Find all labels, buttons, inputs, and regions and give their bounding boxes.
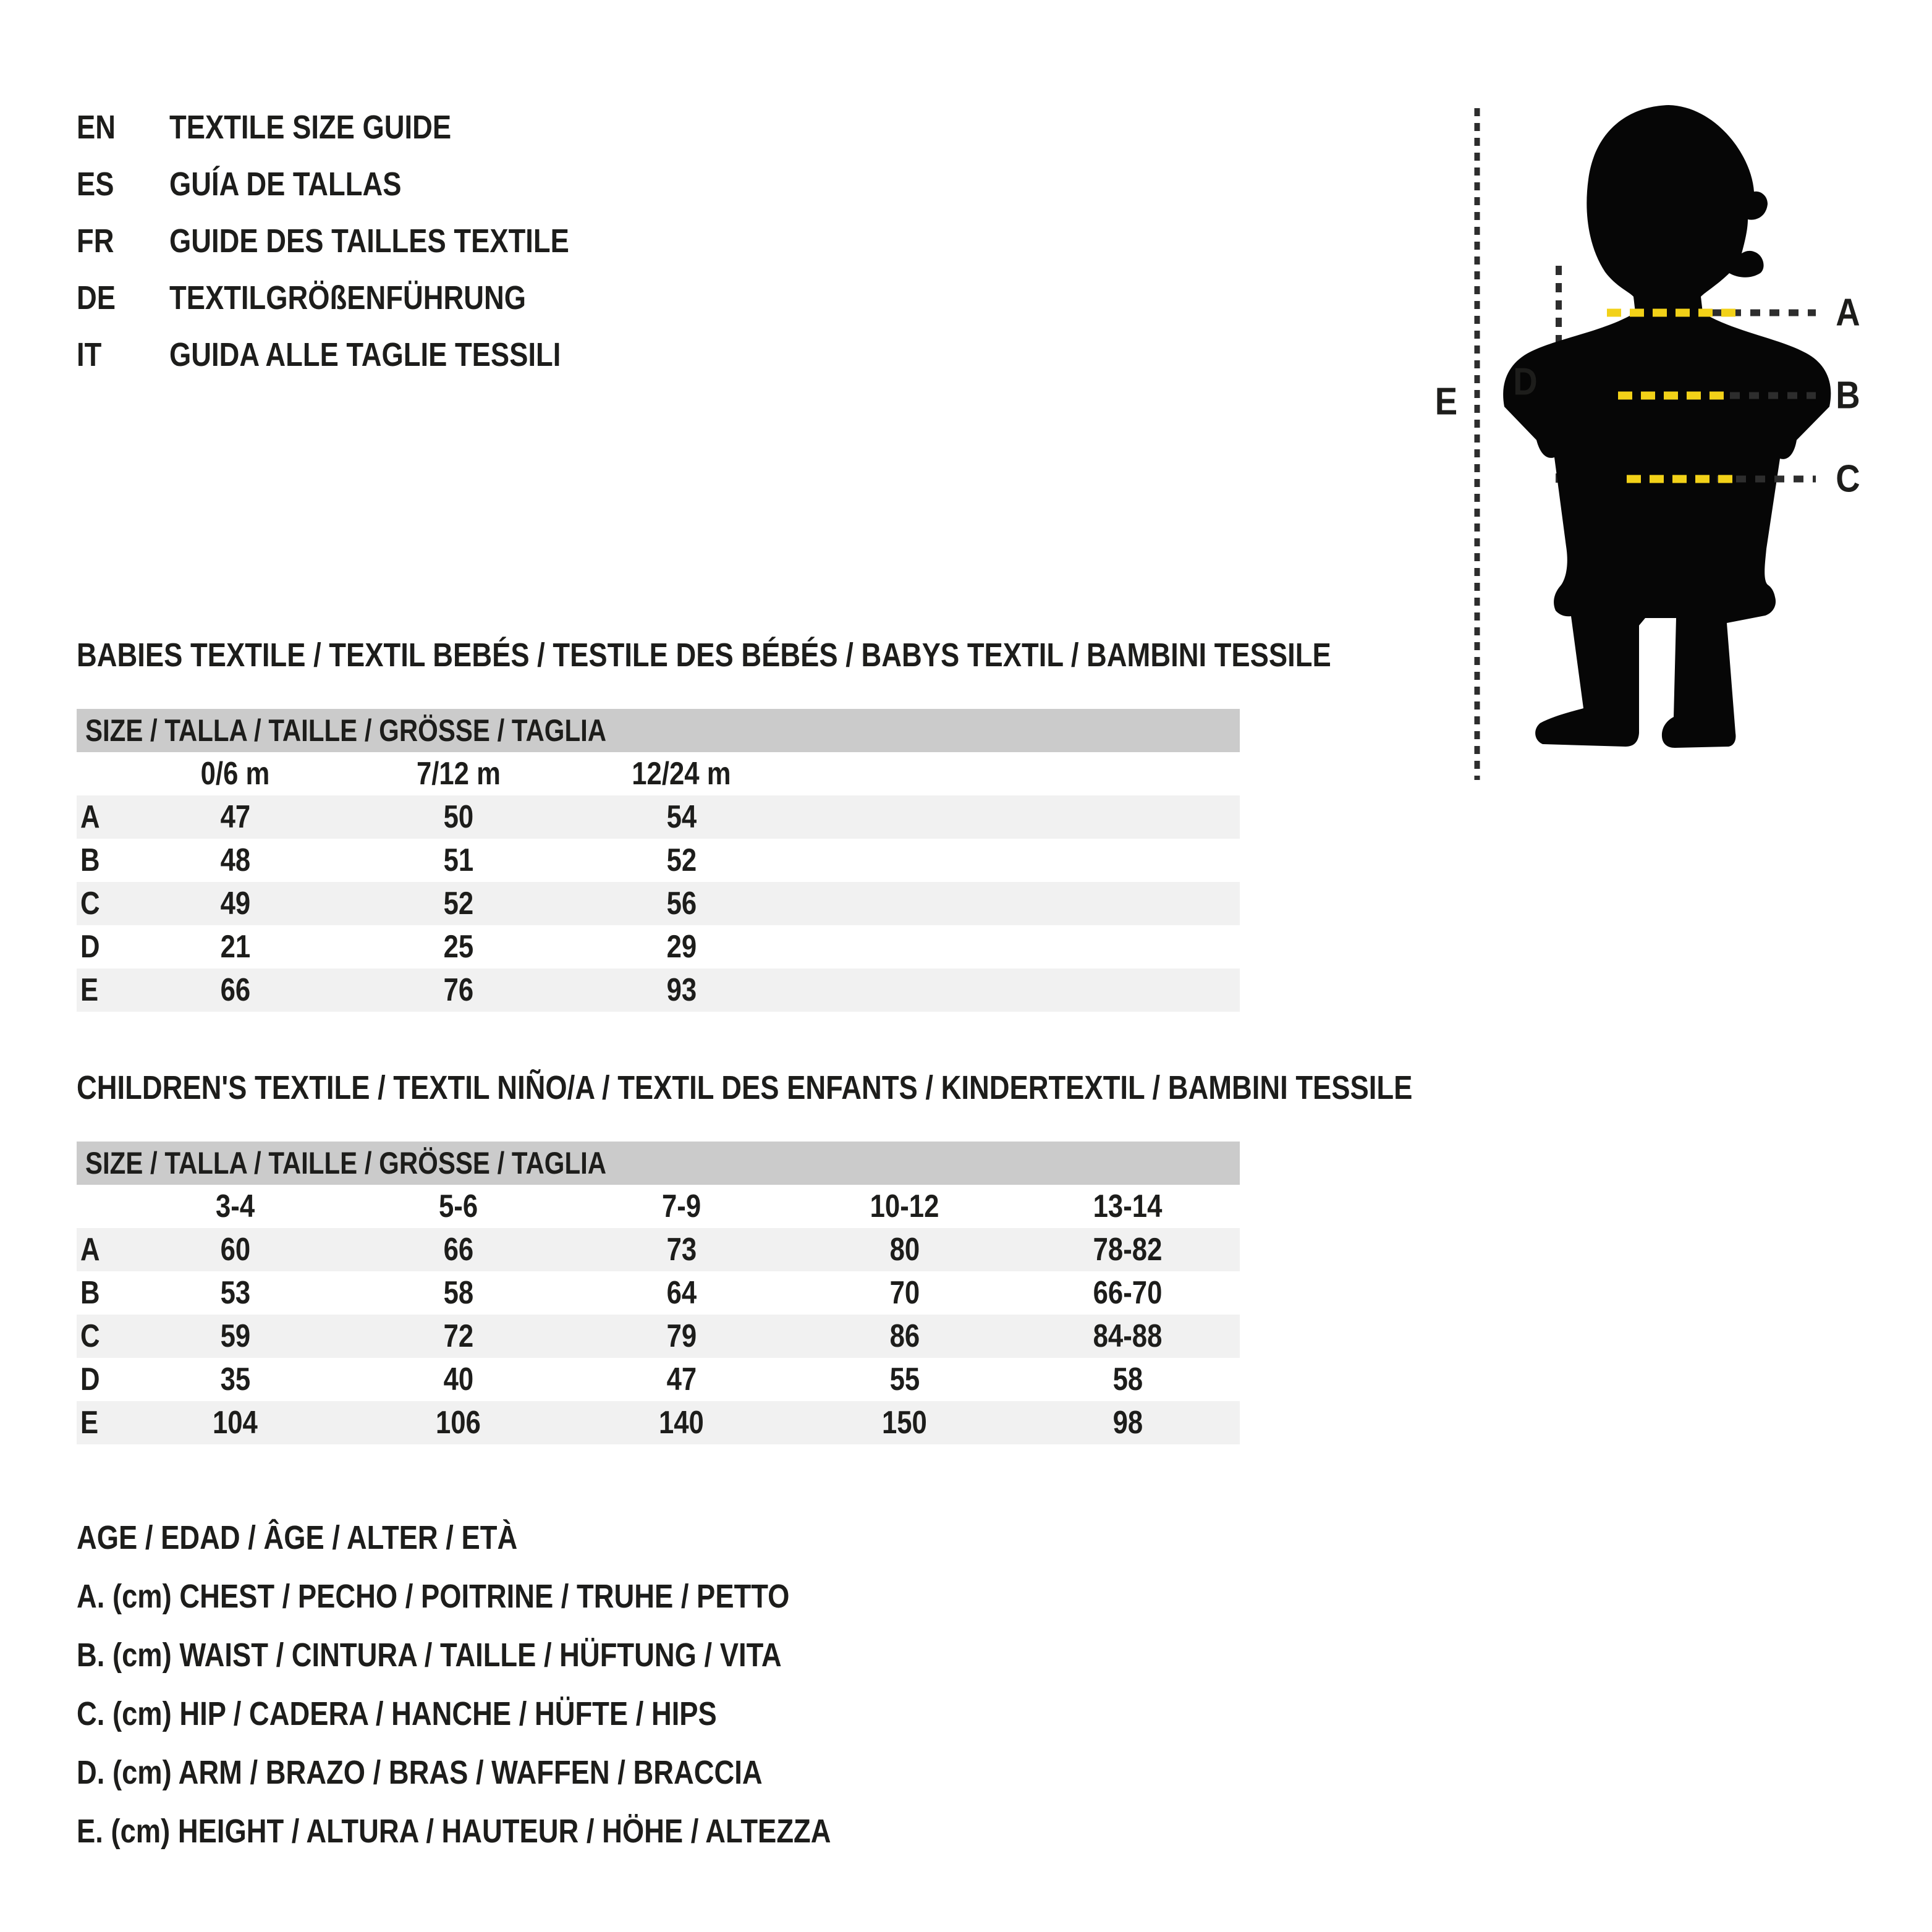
language-code: DE xyxy=(77,279,116,316)
table-row xyxy=(77,1401,1240,1444)
cell-value: 47 xyxy=(666,1362,697,1397)
cell-value: 80 xyxy=(889,1232,920,1268)
cell-value: 79 xyxy=(666,1318,697,1354)
cell-value: 21 xyxy=(220,929,250,965)
babies-column-header: 7/12 m xyxy=(416,756,501,792)
row-label: D xyxy=(80,929,100,965)
figure-label-height-e: E xyxy=(1434,380,1458,423)
babies-column-header: 0/6 m xyxy=(200,756,270,792)
language-code: EN xyxy=(77,109,116,146)
cell-value: 66 xyxy=(220,972,250,1008)
cell-value: 98 xyxy=(1112,1405,1143,1441)
children-section-title-text: CHILDREN'S TEXTILE / TEXTIL NIÑO/A / TEXTIL DES ENFANTS / KINDERTEXTIL / BAMBINI TESSILE xyxy=(77,1069,1413,1106)
language-code: ES xyxy=(77,166,114,203)
cell-value: 104 xyxy=(213,1405,258,1441)
cell-value: 47 xyxy=(220,799,250,835)
children-size-header-text: SIZE / TALLA / TAILLE / GRÖSSE / TAGLIA xyxy=(85,1146,607,1180)
cell-value: 76 xyxy=(443,972,473,1008)
cell-value: 84-88 xyxy=(1093,1318,1163,1354)
figure-label-arm-d: D xyxy=(1513,360,1538,404)
language-row-de xyxy=(77,269,645,326)
cell-value: 93 xyxy=(666,972,697,1008)
language-row-en xyxy=(77,99,645,156)
cell-value: 60 xyxy=(220,1232,250,1268)
language-title: TEXTILGRÖßENFÜHRUNG xyxy=(169,279,527,316)
cell-value: 86 xyxy=(889,1318,920,1354)
cell-value: 106 xyxy=(436,1405,481,1441)
row-label: B xyxy=(80,842,100,878)
legend-hip-c: C. (cm) HIP / CADERA / HANCHE / HÜFTE / HIPS xyxy=(77,1695,717,1732)
language-list xyxy=(77,99,645,383)
language-title: GUIDE DES TAILLES TEXTILE xyxy=(169,222,569,260)
language-title: GUIDA ALLE TAGLIE TESSILI xyxy=(169,336,561,373)
children-column-header-row xyxy=(77,1185,1240,1228)
babies-section-title xyxy=(77,638,1570,672)
language-code: FR xyxy=(77,222,114,260)
measurement-legend xyxy=(77,1508,975,1860)
language-row-fr xyxy=(77,213,645,269)
row-label: C xyxy=(80,1318,100,1354)
babies-section-title-text: BABIES TEXTILE / TEXTIL BEBÉS / TESTILE DES BÉBÉS / BABYS TEXTIL / BAMBINI TESSILE xyxy=(77,637,1331,674)
cell-value: 51 xyxy=(443,842,473,878)
row-label: B xyxy=(80,1275,100,1311)
language-title: GUÍA DE TALLAS xyxy=(169,166,402,203)
cell-value: 59 xyxy=(220,1318,250,1354)
cell-value: 64 xyxy=(666,1275,697,1311)
row-label: A xyxy=(80,799,100,835)
row-label: E xyxy=(80,972,99,1008)
cell-value: 54 xyxy=(666,799,697,835)
figure-label-chest-a: A xyxy=(1836,291,1860,334)
children-column-header: 13-14 xyxy=(1093,1188,1163,1224)
table-row xyxy=(77,1271,1240,1315)
cell-value: 58 xyxy=(1112,1362,1143,1397)
cell-value: 40 xyxy=(443,1362,473,1397)
table-row xyxy=(77,795,1240,839)
children-column-header: 3-4 xyxy=(215,1188,255,1224)
figure-label-hip-c: C xyxy=(1836,457,1860,501)
language-row-es xyxy=(77,156,645,213)
table-row xyxy=(77,925,1240,968)
table-row xyxy=(77,839,1240,882)
language-row-it xyxy=(77,326,645,383)
babies-table xyxy=(77,752,1240,1012)
figure-label-waist-b: B xyxy=(1836,374,1860,417)
children-column-header: 7-9 xyxy=(661,1188,701,1224)
language-title: TEXTILE SIZE GUIDE xyxy=(169,109,452,146)
babies-column-header: 12/24 m xyxy=(632,756,731,792)
measurement-figure xyxy=(1421,93,1891,791)
cell-value: 150 xyxy=(882,1405,927,1441)
legend-height-e: E. (cm) HEIGHT / ALTURA / HAUTEUR / HÖHE / ALTEZZA xyxy=(77,1812,831,1850)
cell-value: 49 xyxy=(220,886,250,922)
children-column-header: 10-12 xyxy=(870,1188,939,1224)
cell-value: 35 xyxy=(220,1362,250,1397)
children-section-title xyxy=(77,1070,1667,1105)
babies-size-header-bar xyxy=(77,709,1240,752)
cell-value: 73 xyxy=(666,1232,697,1268)
cell-value: 70 xyxy=(889,1275,920,1311)
children-table xyxy=(77,1185,1240,1444)
table-row xyxy=(77,1228,1240,1271)
cell-value: 66 xyxy=(443,1232,473,1268)
cell-value: 50 xyxy=(443,799,473,835)
legend-chest-a: A. (cm) CHEST / PECHO / POITRINE / TRUHE / PETTO xyxy=(77,1577,790,1615)
cell-value: 29 xyxy=(666,929,697,965)
cell-value: 55 xyxy=(889,1362,920,1397)
cell-value: 72 xyxy=(443,1318,473,1354)
language-code: IT xyxy=(77,336,102,373)
row-label: C xyxy=(80,886,100,922)
children-column-header: 5-6 xyxy=(438,1188,478,1224)
table-row xyxy=(77,1358,1240,1401)
cell-value: 56 xyxy=(666,886,697,922)
cell-value: 48 xyxy=(220,842,250,878)
cell-value: 140 xyxy=(659,1405,704,1441)
row-label: A xyxy=(80,1232,100,1268)
table-row xyxy=(77,968,1240,1012)
cell-value: 52 xyxy=(443,886,473,922)
row-label: D xyxy=(80,1362,100,1397)
babies-size-header-text: SIZE / TALLA / TAILLE / GRÖSSE / TAGLIA xyxy=(85,713,607,748)
table-row xyxy=(77,1315,1240,1358)
cell-value: 58 xyxy=(443,1275,473,1311)
legend-age: AGE / EDAD / ÂGE / ALTER / ETÀ xyxy=(77,1519,518,1556)
legend-waist-b: B. (cm) WAIST / CINTURA / TAILLE / HÜFTUNG / VITA xyxy=(77,1636,782,1674)
children-size-header-bar xyxy=(77,1142,1240,1185)
legend-arm-d: D. (cm) ARM / BRAZO / BRAS / WAFFEN / BRACCIA xyxy=(77,1753,763,1791)
cell-value: 25 xyxy=(443,929,473,965)
cell-value: 78-82 xyxy=(1093,1232,1163,1268)
cell-value: 52 xyxy=(666,842,697,878)
table-row xyxy=(77,882,1240,925)
cell-value: 66-70 xyxy=(1093,1275,1163,1311)
row-label: E xyxy=(80,1405,99,1441)
babies-column-header-row xyxy=(77,752,1240,795)
cell-value: 53 xyxy=(220,1275,250,1311)
